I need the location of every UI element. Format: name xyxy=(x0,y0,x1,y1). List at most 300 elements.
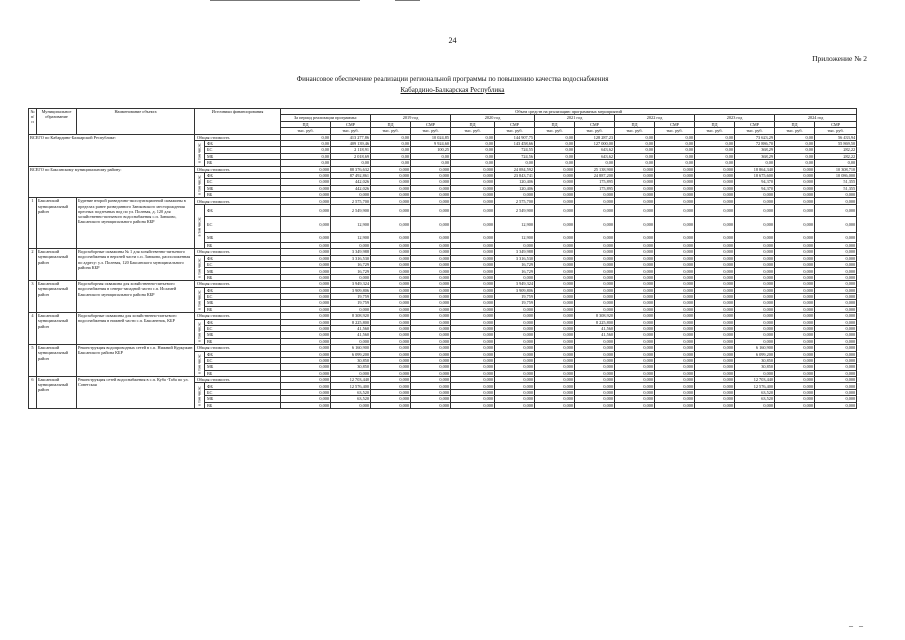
value-cell: 0,000 xyxy=(535,377,575,383)
source-code: БС xyxy=(205,325,281,331)
value-cell: 0,00 xyxy=(451,134,495,140)
source-code: ВБ xyxy=(205,274,281,280)
value-cell: 0,000 xyxy=(411,179,451,185)
value-cell: 8 225,800 xyxy=(331,319,371,325)
value-cell: 0,000 xyxy=(331,192,371,198)
value-cell: 0,000 xyxy=(451,249,495,255)
incl-label: в том числе: xyxy=(195,140,205,166)
value-cell: 0,000 xyxy=(411,198,451,204)
value-cell: 0,000 xyxy=(495,357,535,363)
value-cell: 16,729 xyxy=(495,262,535,268)
unit-label: тыс. руб. xyxy=(695,128,735,134)
source-code: ВБ xyxy=(205,402,281,408)
value-cell: 0,00 xyxy=(451,153,495,159)
value-cell: 0,000 xyxy=(775,306,815,312)
region-name: Кабардино-Балкарская Республика xyxy=(400,86,505,94)
incl-label: в том числе: xyxy=(195,287,205,313)
value-cell: 19,759 xyxy=(331,300,371,306)
value-cell: 0,000 xyxy=(695,351,735,357)
value-cell: 0,000 xyxy=(535,179,575,185)
value-cell: 0,000 xyxy=(411,232,451,242)
value-cell: 0,000 xyxy=(735,281,775,287)
value-cell: 3 909,806 xyxy=(495,287,535,293)
value-cell: 0,000 xyxy=(695,300,735,306)
subheader-smr: СМР xyxy=(815,121,857,127)
value-cell: 9 924,60 xyxy=(411,140,451,146)
top-rule-short xyxy=(395,0,420,1)
value-cell: 72 886,70 xyxy=(735,140,775,146)
value-cell: 0,000 xyxy=(575,300,615,306)
value-cell: 2 575,700 xyxy=(331,198,371,204)
table-row xyxy=(29,249,857,255)
source-code: ФБ xyxy=(205,172,281,178)
value-cell: 0,000 xyxy=(495,325,535,331)
source-code: ВБ xyxy=(205,370,281,376)
value-cell: 0,000 xyxy=(535,383,575,389)
row-object: Водозаборная скважина для хозяйственно-питьевого водоснабжения в северо-западной части с.п. Исламей Баксанского муниципального района КБР xyxy=(77,281,195,313)
value-cell: 0,000 xyxy=(775,313,815,319)
row-number: 3 xyxy=(29,281,37,313)
value-cell: 0,000 xyxy=(735,300,775,306)
value-cell: 0,00 xyxy=(281,147,331,153)
row-municipality: Баксанский муниципальный район xyxy=(37,313,77,345)
value-cell: 0,000 xyxy=(735,338,775,344)
value-cell: 0,000 xyxy=(281,262,331,268)
value-cell: 0,000 xyxy=(775,249,815,255)
value-cell: 0,00 xyxy=(535,140,575,146)
value-cell: 0,000 xyxy=(411,402,451,408)
value-cell: 0,000 xyxy=(775,402,815,408)
value-cell: 0,000 xyxy=(495,319,535,325)
value-cell: 0,000 xyxy=(655,313,695,319)
row-object: Реконструкция водопроводных сетей в с.п. Нижний Куркужин Баксанского района КБР xyxy=(77,345,195,377)
value-cell: 282,22 xyxy=(815,153,857,159)
value-cell: 0,000 xyxy=(281,402,331,408)
value-cell: 0,000 xyxy=(815,338,857,344)
value-cell: 0,000 xyxy=(575,293,615,299)
value-cell: 63,520 xyxy=(331,389,371,395)
appendix-label: Приложение № 2 xyxy=(812,54,867,63)
value-cell: 0,000 xyxy=(495,192,535,198)
value-cell: 0,000 xyxy=(281,383,331,389)
value-cell: 2 549,900 xyxy=(331,204,371,216)
value-cell: 0,000 xyxy=(451,345,495,351)
value-cell: 0,000 xyxy=(495,396,535,402)
value-cell: 0,000 xyxy=(695,179,735,185)
value-cell: 0,000 xyxy=(495,383,535,389)
value-cell: 0,000 xyxy=(495,364,535,370)
value-cell: 0,000 xyxy=(281,172,331,178)
value-cell: 413 277,86 xyxy=(331,134,371,140)
value-cell: 368,29 xyxy=(735,147,775,153)
value-cell: 0,00 xyxy=(775,160,815,166)
value-cell: 0,000 xyxy=(575,287,615,293)
unit-label: тыс. руб. xyxy=(331,128,371,134)
value-cell: 0,00 xyxy=(451,147,495,153)
value-cell: 0,000 xyxy=(281,319,331,325)
value-cell: 12,900 xyxy=(495,216,535,232)
value-cell: 0,000 xyxy=(411,255,451,261)
value-cell: 30,850 xyxy=(331,364,371,370)
value-cell: 0,000 xyxy=(615,198,655,204)
subheader-pd: ПД xyxy=(371,121,411,127)
subheader-smr: СМР xyxy=(331,121,371,127)
value-cell: 0,000 xyxy=(655,281,695,287)
row-object: Реконструкция сетей водоснабжения в с.п. Куба -Таба по ул. Советская xyxy=(77,377,195,409)
value-cell: 0,000 xyxy=(815,389,857,395)
period-header: 2020 год xyxy=(451,115,535,121)
incl-label: в том числе: xyxy=(195,319,205,345)
value-cell: 41,560 xyxy=(575,325,615,331)
value-cell: 8 225,800 xyxy=(575,319,615,325)
subheader-smr: СМР xyxy=(411,121,451,127)
value-cell: 0,000 xyxy=(655,293,695,299)
value-cell: 0,000 xyxy=(695,357,735,363)
subheader-pd: ПД xyxy=(615,121,655,127)
value-cell: 0,000 xyxy=(495,338,535,344)
value-cell: 0,000 xyxy=(695,274,735,280)
value-cell: 128 287,23 xyxy=(575,134,615,140)
value-cell: 0,000 xyxy=(371,351,411,357)
value-cell: 0,00 xyxy=(655,134,695,140)
value-cell: 0,000 xyxy=(815,242,857,248)
value-cell: 0,000 xyxy=(451,281,495,287)
value-cell: 0,000 xyxy=(775,232,815,242)
source-code: БС xyxy=(205,179,281,185)
value-cell: 0,000 xyxy=(371,262,411,268)
value-cell: 0,000 xyxy=(815,351,857,357)
value-cell: 2 018,69 xyxy=(331,153,371,159)
value-cell: 0,000 xyxy=(775,287,815,293)
value-cell: 0,000 xyxy=(281,364,331,370)
value-cell: 0,000 xyxy=(655,204,695,216)
value-cell: 0,000 xyxy=(695,185,735,191)
value-cell: 25 138,900 xyxy=(575,166,615,172)
value-cell: 41,560 xyxy=(331,325,371,331)
value-cell: 0,000 xyxy=(695,377,735,383)
value-cell: 0,000 xyxy=(615,351,655,357)
value-cell: 0,000 xyxy=(695,268,735,274)
value-cell: 0,000 xyxy=(281,179,331,185)
value-cell: 0,000 xyxy=(775,293,815,299)
document-title: Финансовое обеспечение реализации региональной программы по повышению качества водоснабжения xyxy=(296,75,609,83)
unit-label: тыс. руб. xyxy=(371,128,411,134)
value-cell: 0,000 xyxy=(281,185,331,191)
value-cell: 0,000 xyxy=(615,249,655,255)
value-cell: 0,00 xyxy=(575,160,615,166)
source-code: БС xyxy=(205,357,281,363)
source-code: МБ xyxy=(205,396,281,402)
value-cell: 0,000 xyxy=(411,364,451,370)
value-cell: 3 949,324 xyxy=(331,281,371,287)
value-cell: 0,000 xyxy=(615,179,655,185)
value-cell: 0,000 xyxy=(655,268,695,274)
value-cell: 16,729 xyxy=(331,262,371,268)
value-cell: 3 316,530 xyxy=(331,255,371,261)
value-cell: 0,000 xyxy=(775,198,815,204)
value-cell: 0,000 xyxy=(451,357,495,363)
row-municipality: Баксанский муниципальный район xyxy=(37,281,77,313)
value-cell: 0,00 xyxy=(535,147,575,153)
source-total: Общая стоимость xyxy=(195,249,281,255)
value-cell: 0,000 xyxy=(775,351,815,357)
value-cell: 0,00 xyxy=(495,160,535,166)
value-cell: 0,000 xyxy=(815,232,857,242)
value-cell: 0,000 xyxy=(615,192,655,198)
source-code: ФБ xyxy=(205,255,281,261)
value-cell: 0,000 xyxy=(535,204,575,216)
value-cell: 0,000 xyxy=(815,198,857,204)
value-cell: 18 675,600 xyxy=(735,172,775,178)
value-cell: 0,000 xyxy=(815,313,857,319)
incl-label: в том числе: xyxy=(195,204,205,248)
value-cell: 0,000 xyxy=(655,319,695,325)
financing-table-body xyxy=(29,134,857,408)
value-cell: 0,000 xyxy=(655,357,695,363)
unit-label: тыс. руб. xyxy=(735,128,775,134)
value-cell: 0,000 xyxy=(535,364,575,370)
value-cell: 0,000 xyxy=(495,351,535,357)
value-cell: 0,000 xyxy=(655,338,695,344)
value-cell: 0,000 xyxy=(815,255,857,261)
value-cell: 0,000 xyxy=(411,185,451,191)
value-cell: 0,00 xyxy=(451,140,495,146)
source-total: Общая стоимость xyxy=(195,134,281,140)
value-cell: 0,000 xyxy=(655,370,695,376)
value-cell: 0,000 xyxy=(695,249,735,255)
source-code: ФБ xyxy=(205,287,281,293)
value-cell: 0,000 xyxy=(575,377,615,383)
value-cell: 0,000 xyxy=(695,262,735,268)
value-cell: 0,000 xyxy=(535,198,575,204)
value-cell: 73 623,29 xyxy=(735,134,775,140)
value-cell: 0,000 xyxy=(451,274,495,280)
value-cell: 0,000 xyxy=(411,216,451,232)
value-cell: 0,000 xyxy=(735,313,775,319)
value-cell: 51,355 xyxy=(815,179,857,185)
value-cell: 0,000 xyxy=(575,262,615,268)
value-cell: 0,000 xyxy=(695,242,735,248)
value-cell: 0,000 xyxy=(281,300,331,306)
value-cell: 88 376,632 xyxy=(331,166,371,172)
value-cell: 0,000 xyxy=(371,268,411,274)
value-cell: 0,000 xyxy=(495,242,535,248)
value-cell: 87 492,861 xyxy=(331,172,371,178)
value-cell: 0,000 xyxy=(695,172,735,178)
period-header: 2022 год xyxy=(615,115,695,121)
value-cell: 0,000 xyxy=(575,242,615,248)
value-cell: 0,000 xyxy=(615,204,655,216)
value-cell: 0,000 xyxy=(575,351,615,357)
value-cell: 0,000 xyxy=(281,255,331,261)
value-cell: 0,00 xyxy=(775,147,815,153)
value-cell: 0,000 xyxy=(815,332,857,338)
value-cell: 0,000 xyxy=(411,389,451,395)
value-cell: 0,000 xyxy=(371,300,411,306)
source-code: ФБ xyxy=(205,383,281,389)
source-code: БС xyxy=(205,147,281,153)
value-cell: 0,000 xyxy=(815,357,857,363)
value-cell: 0,000 xyxy=(331,370,371,376)
value-cell: 0,000 xyxy=(735,192,775,198)
source-code: БС xyxy=(205,293,281,299)
value-cell: 0,000 xyxy=(331,306,371,312)
source-code: МБ xyxy=(205,232,281,242)
value-cell: 0,000 xyxy=(281,166,331,172)
source-code: ФБ xyxy=(205,351,281,357)
value-cell: 0,000 xyxy=(695,198,735,204)
value-cell: 0,000 xyxy=(655,364,695,370)
value-cell: 0,000 xyxy=(451,242,495,248)
value-cell: 0,000 xyxy=(535,300,575,306)
subheader-pd: ПД xyxy=(281,121,331,127)
value-cell: 0,000 xyxy=(411,192,451,198)
unit-label: тыс. руб. xyxy=(411,128,451,134)
value-cell: 0,000 xyxy=(775,255,815,261)
value-cell: 0,00 xyxy=(281,140,331,146)
value-cell: 0,000 xyxy=(695,216,735,232)
source-code: ФБ xyxy=(205,319,281,325)
value-cell: 0,000 xyxy=(575,364,615,370)
value-cell: 0,000 xyxy=(535,338,575,344)
value-cell: 0,00 xyxy=(735,160,775,166)
subheader-smr: СМР xyxy=(655,121,695,127)
value-cell: 0,000 xyxy=(535,332,575,338)
value-cell: 0,000 xyxy=(615,377,655,383)
value-cell: 0,000 xyxy=(655,172,695,178)
value-cell: 0,000 xyxy=(331,242,371,248)
value-cell: 0,000 xyxy=(371,306,411,312)
col-header-volume: Объем средств на реализацию программных мероприятий xyxy=(281,109,857,115)
value-cell: 0,00 xyxy=(331,160,371,166)
value-cell: 0,000 xyxy=(735,306,775,312)
value-cell: 0,000 xyxy=(815,281,857,287)
value-cell: 0,000 xyxy=(775,268,815,274)
value-cell: 0,000 xyxy=(615,357,655,363)
col-header-no: № п/ п xyxy=(29,109,37,135)
value-cell: 63,520 xyxy=(735,396,775,402)
value-cell: 0,000 xyxy=(411,332,451,338)
value-cell: 0,000 xyxy=(695,370,735,376)
value-cell: 0,00 xyxy=(615,153,655,159)
value-cell: 10 308,710 xyxy=(815,166,857,172)
value-cell: 0,000 xyxy=(655,345,695,351)
table-row xyxy=(29,281,857,287)
value-cell: 0,000 xyxy=(535,351,575,357)
value-cell: 0,000 xyxy=(281,242,331,248)
value-cell: 0,000 xyxy=(495,389,535,395)
value-cell: 0,000 xyxy=(775,338,815,344)
value-cell: 0,000 xyxy=(495,345,535,351)
value-cell: 0,000 xyxy=(615,185,655,191)
table-row xyxy=(29,166,857,172)
value-cell: 0,000 xyxy=(815,192,857,198)
value-cell: 3 949,324 xyxy=(495,281,535,287)
value-cell: 0,000 xyxy=(451,255,495,261)
source-code: ВБ xyxy=(205,338,281,344)
financing-table-wrapper xyxy=(28,108,856,409)
value-cell: 0,000 xyxy=(695,325,735,331)
value-cell: 0,00 xyxy=(775,134,815,140)
value-cell: 0,000 xyxy=(575,389,615,395)
value-cell: 0,000 xyxy=(451,351,495,357)
value-cell: 0,000 xyxy=(411,262,451,268)
source-total: Общая стоимость xyxy=(195,377,281,383)
value-cell: 0,00 xyxy=(535,134,575,140)
value-cell: 0,00 xyxy=(281,160,331,166)
value-cell: 0,000 xyxy=(775,166,815,172)
value-cell: 0,000 xyxy=(451,383,495,389)
value-cell: 0,000 xyxy=(775,185,815,191)
row-number: 6 xyxy=(29,377,37,409)
value-cell: 0,000 xyxy=(371,357,411,363)
value-cell: 0,000 xyxy=(451,370,495,376)
value-cell: 0,000 xyxy=(411,383,451,389)
source-code: БС xyxy=(205,216,281,232)
value-cell: 0,000 xyxy=(575,338,615,344)
value-cell: 18 864,340 xyxy=(735,166,775,172)
table-row xyxy=(29,198,857,204)
source-total: Общая стоимость xyxy=(195,313,281,319)
value-cell: 0,000 xyxy=(815,287,857,293)
value-cell: 0,000 xyxy=(411,287,451,293)
unit-label: тыс. руб. xyxy=(281,128,331,134)
value-cell: 0,000 xyxy=(371,255,411,261)
value-cell: 0,000 xyxy=(615,319,655,325)
source-code: МБ xyxy=(205,332,281,338)
value-cell: 0,000 xyxy=(735,287,775,293)
value-cell: 0,000 xyxy=(655,287,695,293)
value-cell: 0,000 xyxy=(371,319,411,325)
value-cell: 10 086,000 xyxy=(815,172,857,178)
value-cell: 0,000 xyxy=(695,287,735,293)
financing-table xyxy=(28,108,857,409)
value-cell: 0,000 xyxy=(535,345,575,351)
value-cell: 0,000 xyxy=(655,306,695,312)
value-cell: 0,000 xyxy=(371,293,411,299)
value-cell: 0,000 xyxy=(575,232,615,242)
subheader-pd: ПД xyxy=(535,121,575,127)
value-cell: 0,000 xyxy=(495,377,535,383)
value-cell: 0,000 xyxy=(815,319,857,325)
value-cell: 409 139,46 xyxy=(331,140,371,146)
value-cell: 0,000 xyxy=(281,345,331,351)
table-row xyxy=(29,134,857,140)
value-cell: 0,000 xyxy=(735,249,775,255)
value-cell: 0,00 xyxy=(535,153,575,159)
value-cell: 41,560 xyxy=(575,332,615,338)
value-cell: 0,000 xyxy=(535,216,575,232)
value-cell: 0,000 xyxy=(451,325,495,331)
subheader-pd: ПД xyxy=(695,121,735,127)
value-cell: 0,000 xyxy=(451,389,495,395)
value-cell: 0,000 xyxy=(695,313,735,319)
value-cell: 2 575,700 xyxy=(495,198,535,204)
row-municipality: Баксанский муниципальный район xyxy=(37,198,77,249)
value-cell: 0,000 xyxy=(735,402,775,408)
value-cell: 0,000 xyxy=(655,179,695,185)
col-header-object: Наименование объекта xyxy=(77,109,195,135)
value-cell: 0,00 xyxy=(615,134,655,140)
value-cell: 0,000 xyxy=(575,357,615,363)
value-cell: 0,000 xyxy=(655,377,695,383)
value-cell: 0,000 xyxy=(775,332,815,338)
value-cell: 0,000 xyxy=(695,232,735,242)
value-cell: 0,000 xyxy=(815,249,857,255)
value-cell: 0,000 xyxy=(815,216,857,232)
value-cell: 0,000 xyxy=(815,306,857,312)
value-cell: 0,000 xyxy=(575,281,615,287)
